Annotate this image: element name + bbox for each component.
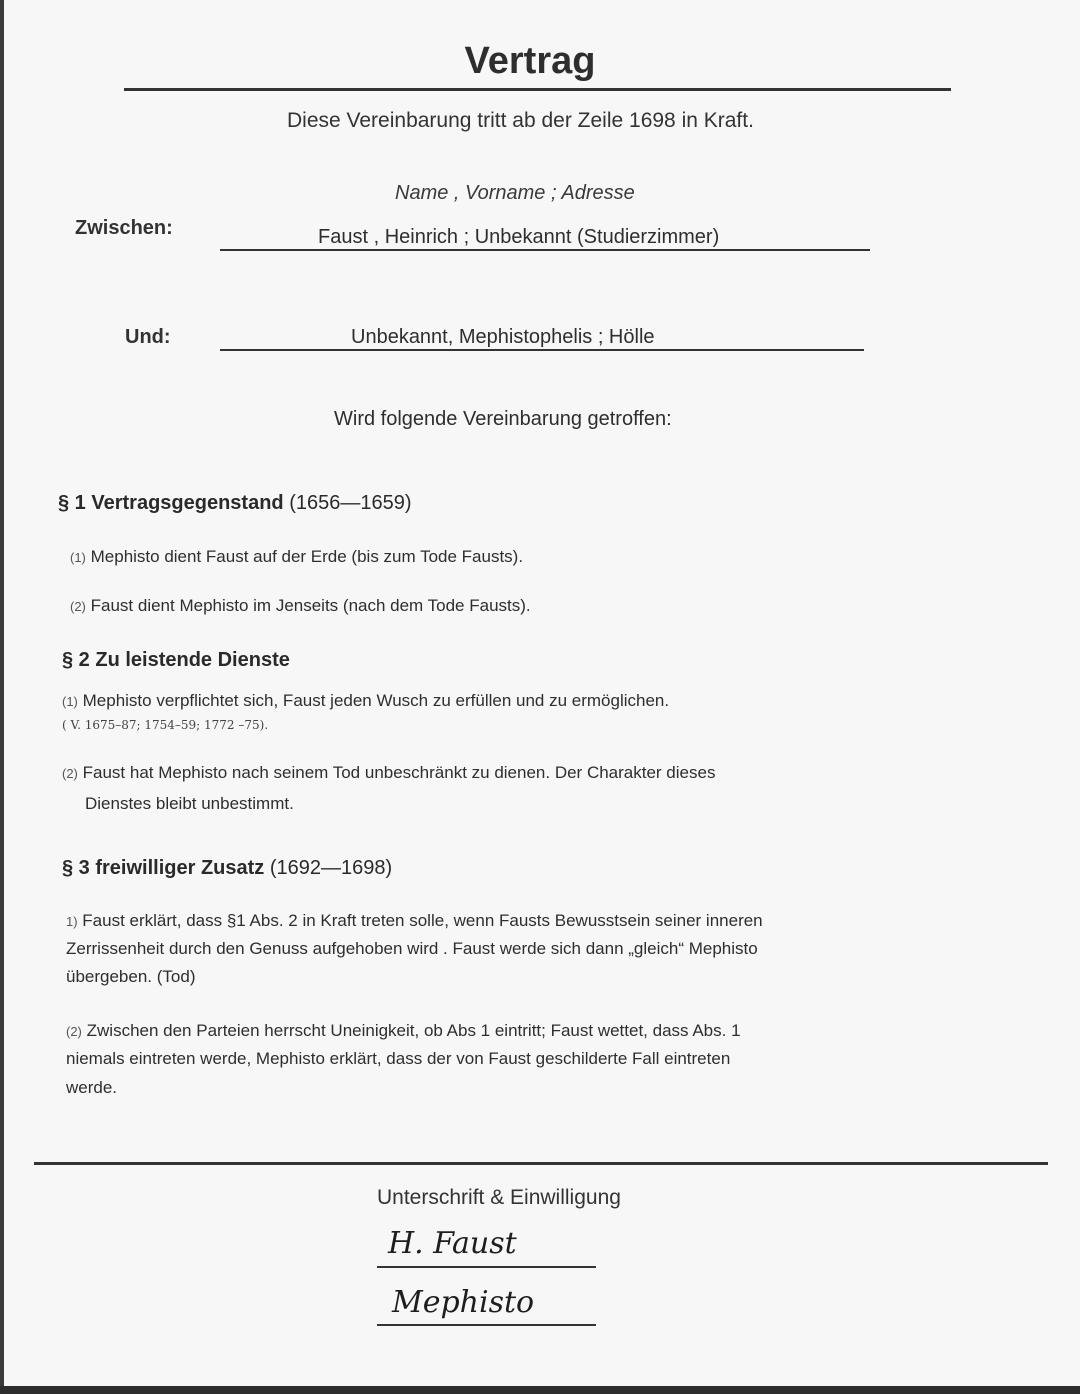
title-underline [124, 88, 951, 91]
section-2-item-2-cont: Dienstes bleibt unbestimmt. [85, 794, 294, 813]
item-number: (1) [70, 550, 86, 565]
signature-line-faust [377, 1266, 596, 1268]
item-text: Faust hat Mephisto nach seinem Tod unbeschränkt zu dienen. Der Charakter dieses [82, 763, 716, 782]
section-3-range: (1692—1698) [269, 857, 393, 879]
party-label-between: Zwischen: [75, 217, 173, 239]
section-3-title: § 3 freiwilliger Zusatz [62, 857, 265, 879]
section-2-item-2 [62, 759, 715, 788]
signature-title: Unterschrift & Einwilligung [377, 1186, 621, 1209]
party-value-faust: Faust , Heinrich ; Unbekannt (Studierzimmer) [318, 226, 720, 248]
item-number: 1) [66, 914, 78, 929]
section-3-heading [62, 857, 392, 880]
page-edge-left [0, 0, 4, 1394]
signature-line-mephisto [377, 1324, 596, 1326]
section-1-range: (1656—1659) [289, 492, 412, 514]
party-line-mephisto [220, 349, 864, 351]
item-number: (2) [66, 1024, 82, 1039]
signature-faust: H. Faust [388, 1226, 517, 1261]
section-3-item-2-line2: niemals eintreten werde, Mephisto erklärt, dass der von Faust geschilderte Fall eintreten [66, 1049, 731, 1068]
item-text: Faust dient Mephisto im Jenseits (nach dem Tode Fausts). [90, 596, 531, 615]
section-3-item-1-line2: Zerrissenheit durch den Genuss aufgehoben wird . Faust werde sich dann „gleich“ Mephisto [66, 939, 758, 958]
section-2-item-1 [62, 687, 669, 716]
section-1-heading [58, 492, 412, 515]
section-2-heading [62, 649, 290, 672]
signature-divider [34, 1162, 1048, 1165]
document-subtitle: Diese Vereinbarung tritt ab der Zeile 1698 in Kraft. [287, 109, 754, 132]
party-line-faust [220, 249, 870, 251]
page-edge-bottom [0, 1386, 1080, 1394]
signature-mephisto: Mephisto [392, 1285, 535, 1320]
section-1-item-1 [70, 543, 523, 572]
item-text: Zwischen den Parteien herrscht Uneinigkeit, ob Abs 1 eintritt; Faust wettet, dass Abs. 1 [86, 1021, 741, 1040]
section-2-verse-reference: ( V. 1675–87; 1754–59; 1772 –75). [62, 718, 269, 732]
section-3-item-2-line3: werde. [66, 1078, 118, 1097]
section-3-item-2 [66, 1017, 741, 1046]
item-text: Mephisto dient Faust auf der Erde (bis zum Tode Fausts). [90, 547, 524, 566]
party-value-mephisto: Unbekannt, Mephistophelis ; Hölle [351, 326, 655, 348]
section-1-item-2 [70, 592, 531, 621]
item-number: (2) [62, 766, 78, 781]
section-1-title: § 1 Vertragsgegenstand [58, 492, 284, 514]
document-title: Vertrag [464, 40, 596, 82]
party-column-header: Name , Vorname ; Adresse [395, 182, 635, 204]
party-label-and: Und: [125, 326, 171, 348]
section-3-item-1 [66, 907, 763, 936]
item-number: (2) [70, 599, 86, 614]
section-2-title: § 2 Zu leistende Dienste [62, 649, 290, 671]
item-number: (1) [62, 694, 78, 709]
section-3-item-1-line3: übergeben. (Tod) [66, 967, 196, 986]
item-text: Mephisto verpflichtet sich, Faust jeden Wusch zu erfüllen und zu ermöglichen. [82, 691, 670, 710]
item-text: Faust erklärt, dass §1 Abs. 2 in Kraft treten solle, wenn Fausts Bewusstsein seiner inneren [82, 911, 763, 930]
agreement-intro: Wird folgende Vereinbarung getroffen: [334, 408, 672, 430]
